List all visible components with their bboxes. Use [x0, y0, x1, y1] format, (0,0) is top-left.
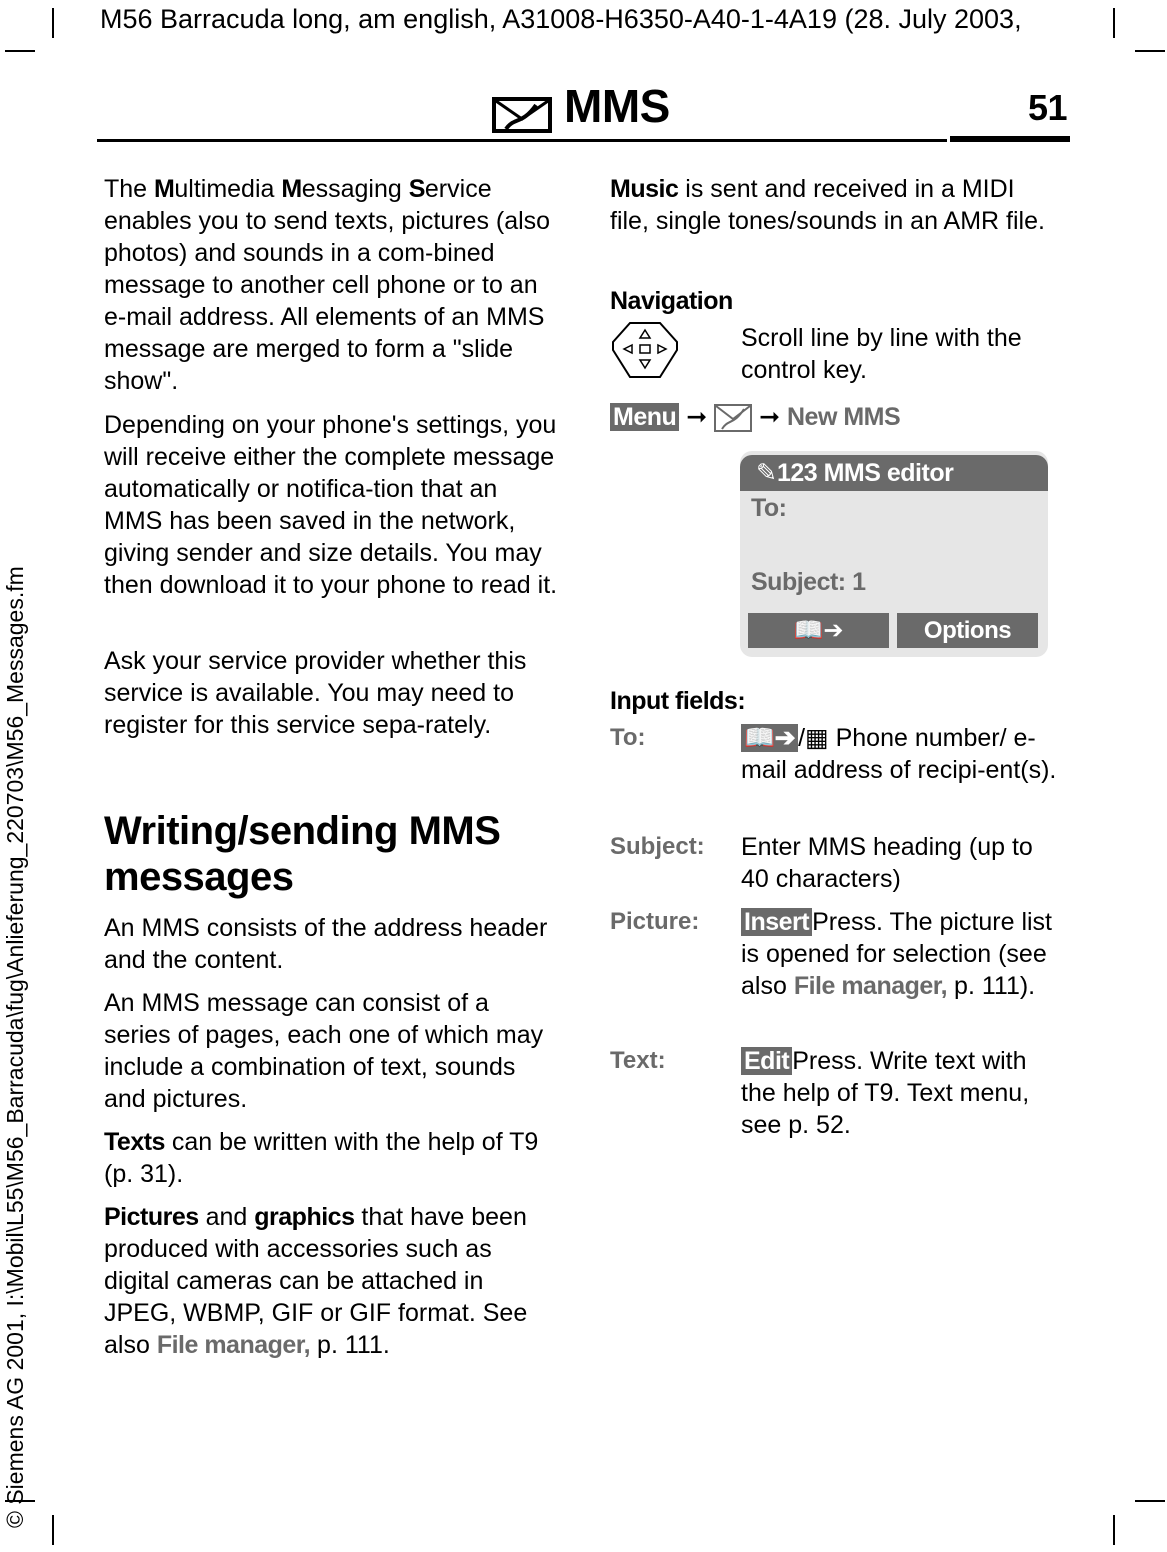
crop-mark: [5, 50, 35, 52]
new-mms-menu-item[interactable]: New MMS: [787, 403, 901, 431]
input-fields-heading: Input fields:: [610, 687, 746, 715]
phonebook-icon: 📖➔: [793, 617, 844, 644]
insert-key[interactable]: Insert: [741, 908, 812, 936]
chapter-title: MMS: [564, 80, 670, 132]
phonebook-softkey[interactable]: [748, 613, 889, 648]
crop-mark: [1113, 8, 1115, 38]
keypad-icon: ▦: [805, 724, 829, 752]
field-desc-text: Edit Press. Write text with the help of T9. Text menu, see p. 52.: [741, 1047, 1030, 1139]
subject-field[interactable]: Subject: 1: [751, 568, 866, 596]
phonebook-key[interactable]: 📖➔: [741, 724, 798, 752]
settings-paragraph: Depending on your phone's settings, you will receive either the complete message automatically or notifica-tion that an MMS has been saved in the network, giving sender and size details. You may then download it to your phone to read it.: [104, 411, 558, 599]
field-desc-subject: Enter MMS heading (up to 40 characters): [741, 833, 1033, 893]
page-number: 51: [1028, 87, 1068, 128]
provider-paragraph: Ask your service provider whether this service is available. You may need to register for this service sepa-rately.: [104, 647, 527, 739]
side-note: © Siemens AG 2001, I:\Mobil\L55\M56_Barracuda\fug\Anlieferung_220703\M56_Messages.fm: [2, 566, 28, 1528]
arrow-icon: ➞: [686, 403, 708, 431]
field-desc-to: 📖➔ /▦ Phone number/ e-mail address of recipi-ent(s).: [741, 724, 1057, 784]
field-label-picture: Picture:: [610, 908, 700, 935]
screen-title-bar: ✎123 MMS editor: [740, 455, 1048, 491]
control-key-icon: [610, 320, 680, 380]
file-manager-link[interactable]: File manager,: [156, 1331, 311, 1359]
section-heading: Writing/sending MMS messages: [104, 809, 501, 899]
crop-mark: [1135, 50, 1165, 52]
running-head: M56 Barracuda long, am english, A31008-H6350-A40-1-4A19 (28. July 2003,: [100, 4, 1022, 34]
crop-mark: [1135, 1500, 1165, 1502]
navigation-text: Scroll line by line with the control key.: [741, 324, 1022, 384]
crop-mark: [1113, 1515, 1115, 1545]
mms-envelope-icon: [714, 403, 752, 433]
navigation-heading: Navigation: [610, 287, 733, 315]
mms-structure-paragraph: An MMS consists of the address header and the content.: [104, 914, 548, 974]
phone-screen: [740, 451, 1048, 657]
options-softkey[interactable]: Options: [897, 613, 1038, 648]
field-label-to: To:: [610, 724, 646, 751]
field-desc-picture: Insert Press. The picture list is opened for selection (see also File manager, p. 111).: [741, 908, 1052, 1000]
texts-paragraph: Texts can be written with the help of T9 (p. 31).: [104, 1128, 539, 1188]
file-manager-link[interactable]: File manager,: [793, 972, 948, 1000]
header-rule: [97, 139, 947, 142]
crop-mark: [52, 8, 54, 38]
pages-paragraph: An MMS message can consist of a series of pages, each one of which may include a combination of text, sounds and pictures.: [104, 989, 544, 1113]
mms-envelope-icon: [492, 95, 554, 135]
field-label-subject: Subject:: [610, 833, 705, 860]
pencil-icon: ✎: [756, 459, 777, 487]
menu-path: [610, 401, 900, 433]
music-paragraph: Music is sent and received in a MIDI file, single tones/sounds in an AMR file.: [610, 175, 1045, 235]
edit-key[interactable]: Edit: [741, 1047, 792, 1075]
menu-key[interactable]: Menu: [610, 403, 679, 431]
intro-paragraph: The Multimedia Messaging Service enables you to send texts, pictures (also photos) and sounds in a com-bined message to another cell phone or to an e-mail address. All elements of an MMS message are merged to form a "slide show".: [104, 175, 551, 395]
header-rule-thick: [950, 136, 1070, 142]
crop-mark: [52, 1515, 54, 1545]
field-label-text: Text:: [610, 1047, 666, 1074]
pictures-paragraph: Pictures and graphics that have been produced with accessories such as digital cameras can be attached in JPEG, WBMP, GIF or GIF format. See also File manager, p. 111.: [104, 1203, 528, 1359]
arrow-icon: ➞: [759, 403, 781, 431]
to-field[interactable]: To:: [751, 494, 787, 522]
